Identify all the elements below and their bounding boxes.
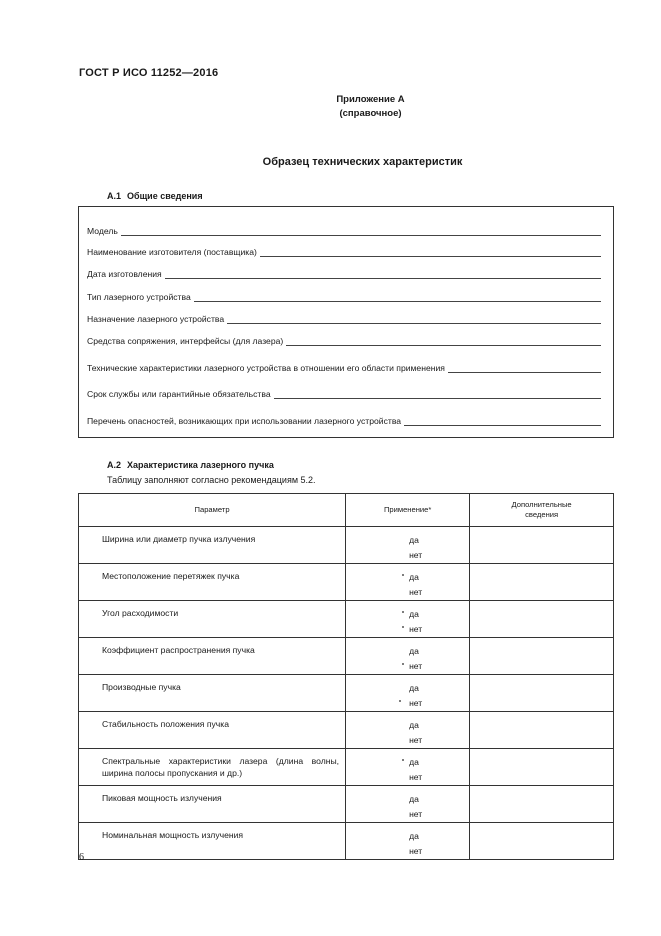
main-title: Образец технических характеристик [262, 156, 463, 168]
table-header-row [79, 494, 614, 527]
field-label: Дата изготовления [87, 269, 162, 279]
apply-options [346, 527, 470, 564]
extra-info-cell[interactable] [470, 527, 614, 564]
field-fill-line[interactable] [448, 364, 601, 373]
option-yes[interactable]: да [409, 646, 419, 656]
selection-mark [402, 663, 404, 665]
section-2-heading [107, 460, 274, 470]
field-fill-line[interactable] [165, 270, 601, 279]
page-number: 6 [79, 852, 84, 863]
option-yes-label: да [409, 572, 419, 582]
header-extra-text: Дополнительные сведения [511, 500, 572, 519]
option-no[interactable] [346, 696, 469, 711]
table-row [79, 712, 614, 749]
option-yes[interactable] [346, 570, 469, 585]
option-yes[interactable]: да [409, 535, 419, 545]
field-fill-line[interactable] [194, 293, 601, 302]
selection-mark [402, 611, 404, 613]
option-no[interactable]: нет [409, 846, 423, 856]
apply-options [346, 638, 470, 675]
beam-parameters-table [78, 493, 614, 860]
field-interfaces[interactable] [87, 336, 601, 346]
field-fill-line[interactable] [274, 390, 601, 399]
apply-options [346, 675, 470, 712]
field-label: Перечень опасностей, возникающих при использовании лазерного устройства [87, 416, 402, 426]
apply-options [346, 712, 470, 749]
field-label: Средства сопряжения, интерфейсы (для лазера) [87, 336, 284, 346]
extra-info-cell[interactable] [470, 601, 614, 638]
option-yes[interactable]: да [409, 831, 419, 841]
apply-options [346, 823, 470, 860]
option-no[interactable] [346, 622, 469, 637]
option-yes[interactable]: да [409, 794, 419, 804]
param-name: Ширина или диаметр пучка излучения [79, 527, 346, 564]
field-manufacture-date[interactable] [87, 269, 601, 279]
extra-info-cell[interactable] [470, 564, 614, 601]
section-2-number: А.2 [107, 460, 122, 470]
header-apply: Применение* [346, 494, 470, 527]
param-name: Спектральные характеристики лазера (длина волны, ширина полосы пропускания и др.) [79, 749, 346, 786]
table-row [79, 786, 614, 823]
apply-options [346, 786, 470, 823]
option-yes[interactable] [346, 607, 469, 622]
selection-mark [402, 759, 404, 761]
section-1-heading [107, 191, 203, 201]
extra-info-cell[interactable] [470, 712, 614, 749]
section-2-note: Таблицу заполняют согласно рекомендациям 5.2. [107, 475, 316, 485]
param-name: Номинальная мощность излучения [79, 823, 346, 860]
extra-info-cell[interactable] [470, 675, 614, 712]
option-no[interactable]: нет [409, 735, 423, 745]
field-service-life[interactable] [87, 389, 601, 399]
option-no[interactable] [346, 659, 469, 674]
extra-info-cell[interactable] [470, 638, 614, 675]
param-name: Стабильность положения пучка [79, 712, 346, 749]
field-label: Срок службы или гарантийные обязательства [87, 389, 271, 399]
option-no-label: нет [409, 624, 423, 634]
selection-mark [399, 700, 401, 702]
table-row [79, 675, 614, 712]
table-row [79, 749, 614, 786]
field-laser-type[interactable] [87, 292, 601, 302]
appendix-subtitle: (справочное) [339, 108, 402, 119]
extra-info-cell[interactable] [470, 749, 614, 786]
appendix-title: Приложение А [336, 94, 405, 105]
table-row [79, 601, 614, 638]
option-yes[interactable] [346, 755, 469, 770]
apply-options [346, 564, 470, 601]
field-purpose[interactable] [87, 314, 601, 324]
section-1-number: А.1 [107, 191, 122, 201]
field-label: Модель [87, 226, 118, 236]
header-param: Параметр [79, 494, 346, 527]
section-1-title: Общие сведения [127, 191, 203, 201]
field-fill-line[interactable] [121, 227, 601, 236]
table-row [79, 527, 614, 564]
field-manufacturer[interactable] [87, 247, 601, 257]
option-no[interactable]: нет [409, 587, 423, 597]
option-no-label: нет [409, 698, 423, 708]
field-model[interactable] [87, 226, 601, 236]
option-no-label: нет [409, 661, 423, 671]
section-2-title: Характеристика лазерного пучка [127, 460, 274, 470]
option-no[interactable]: нет [409, 809, 423, 819]
param-name: Производные пучка [79, 675, 346, 712]
table-row [79, 638, 614, 675]
field-label: Наименование изготовителя (поставщика) [87, 247, 257, 257]
header-extra [470, 494, 614, 527]
option-yes-label: да [409, 609, 419, 619]
option-yes[interactable]: да [409, 720, 419, 730]
table-row [79, 564, 614, 601]
option-yes-label: да [409, 757, 419, 767]
table-row [79, 823, 614, 860]
selection-mark [402, 574, 404, 576]
field-fill-line[interactable] [227, 315, 601, 324]
field-tech-specs[interactable] [87, 363, 601, 373]
param-name: Коэффициент распространения пучка [79, 638, 346, 675]
field-fill-line[interactable] [404, 417, 601, 426]
option-no[interactable]: нет [409, 772, 423, 782]
field-label: Тип лазерного устройства [87, 292, 191, 302]
param-name: Местоположение перетяжек пучка [79, 564, 346, 601]
selection-mark [402, 626, 404, 628]
field-label: Технические характеристики лазерного устройства в отношении его области применения [87, 363, 445, 373]
param-name: Пиковая мощность излучения [79, 786, 346, 823]
field-hazards[interactable] [87, 416, 601, 426]
extra-info-cell[interactable] [470, 823, 614, 860]
field-fill-line[interactable] [286, 337, 601, 346]
field-fill-line[interactable] [260, 248, 601, 257]
general-info-box [78, 206, 614, 438]
document-id: ГОСТ Р ИСО 11252—2016 [79, 67, 219, 79]
apply-options [346, 749, 470, 786]
apply-options [346, 601, 470, 638]
field-label: Назначение лазерного устройства [87, 314, 225, 324]
extra-info-cell[interactable] [470, 786, 614, 823]
option-no[interactable]: нет [409, 550, 423, 560]
option-yes[interactable]: да [409, 683, 419, 693]
param-name: Угол расходимости [79, 601, 346, 638]
